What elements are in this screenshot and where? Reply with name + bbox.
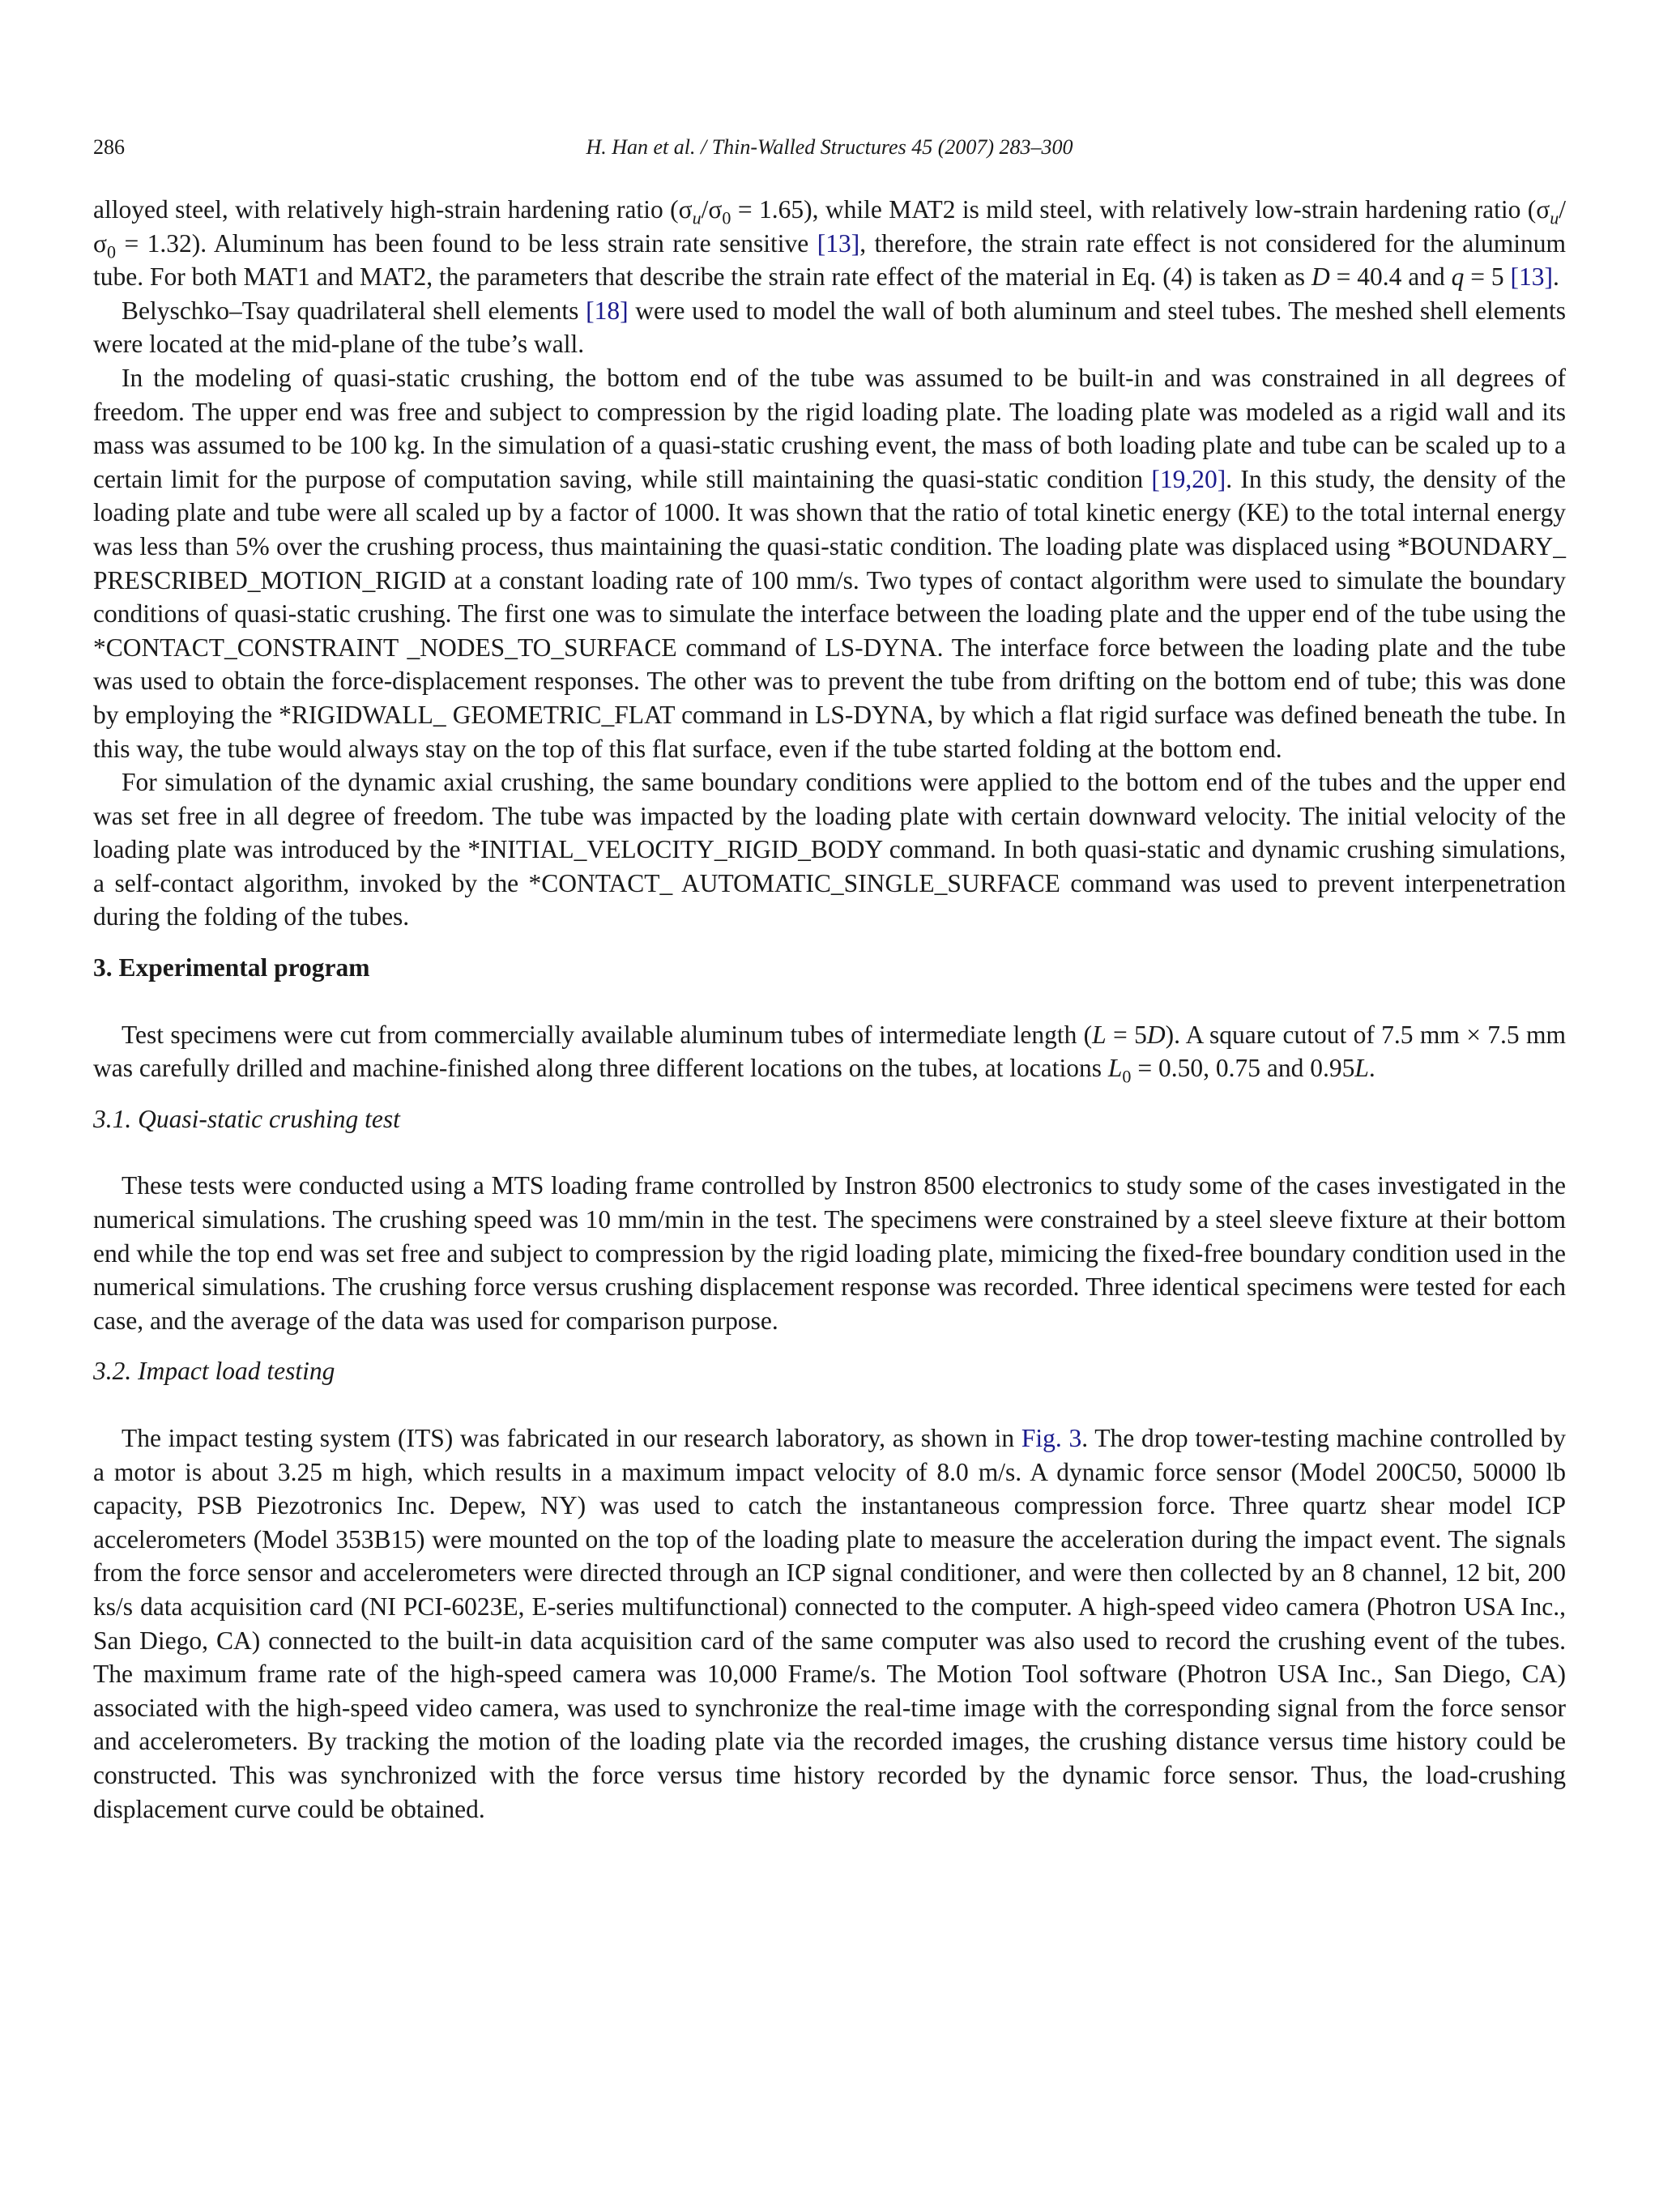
section-heading: 3. Experimental program — [93, 953, 370, 982]
citation-link[interactable]: [13] — [1510, 262, 1553, 292]
page-number: 286 — [93, 135, 125, 159]
paragraph-impact-testing: The impact testing system (ITS) was fabricated in our research laboratory, as shown in Fig. 3. The drop tower-testing machine controlled by a motor is about 3.25 m high, which results in a maximum impact velocity of 8.0 m/s. A dynamic force sensor (Model 200C50, 50000 lb capacity, PSB Piezotronics Inc. Depew, NY) was used to catch the instantaneous compression force. Three quartz shear model ICP accelerometers (Model 353B15) were mounted on the top of the loading plate to measure the acceleration during the impact event. The signals from the force sensor and accelerometers were directed through an ICP signal conditioner, and were then collected by an 8 channel, 12 bit, 200 ks/s data acquisition card (NI PCI-6023E, E-series multifunctional) connected to the computer. A high-speed video camera (Photron USA Inc., San Diego, CA) connected to the built-in data acquisition card of the same computer was also used to record the crushing event of the tubes. The maximum frame rate of the high-speed camera was 10,000 Frame/s. The Motion Tool software (Photron USA Inc., San Diego, CA) associated with the high-speed video camera, was used to synchronize the real-time image with the corresponding signal from the force sensor and accelerometers. By tracking the motion of the loading plate via the recorded images, the crushing distance versus time history could be constructed. This was synchronized with the force versus time history recorded by the dynamic force sensor. Thus, the load-crushing displacement curve could be obtained. — [93, 1424, 1566, 1823]
page-header — [93, 131, 1566, 164]
article-body — [93, 193, 1566, 1826]
citation-link[interactable]: [13] — [817, 228, 860, 258]
subsection-heading: 3.1. Quasi-static crushing test — [93, 1104, 400, 1133]
paragraph-test-specimens: Test specimens were cut from commercially available aluminum tubes of intermediate length (L = 5D). A square cutout of 7.5 mm × 7.5 mm was carefully drilled and machine-finished along three different locations on the tubes, at locations $L_0 = 0.50$, 0.75 and 0.95L. — [93, 1020, 1567, 1087]
running-head: H. Han et al. / Thin-Walled Structures 45 (2007) 283–300 — [586, 135, 1073, 159]
citation-link[interactable]: [18] — [586, 296, 629, 325]
citation-link[interactable]: [19,20] — [1151, 464, 1226, 493]
paragraph-material-params: alloyed steel, with relatively high-strain hardening ratio $(\sigma_u/\sigma_0 = 1.65)$, while MAT2 is mild steel, with relatively low-strain hardening ratio $(\sigma_u/\sigma_0 = 1.32)$. Aluminum has been found to be less strain rate sensitive [13], therefore, the strain rate effect is not considered for the aluminum tube. For both MAT1 and MAT2, the parameters that describe the strain rate effect of the material in Eq. (4) is taken as D = 40.4 and q = 5 [13]. — [93, 195, 1566, 292]
figure-link[interactable]: Fig. 3 — [1021, 1424, 1082, 1452]
subsection-heading: 3.2. Impact load testing — [93, 1357, 335, 1386]
paragraph-dynamic-crushing: For simulation of the dynamic axial crushing, the same boundary conditions were applied to the bottom end of the tubes and the upper end was set free in all degree of freedom. The tube was impacted by the loading plate with certain downward velocity. The initial velocity of the loading plate was introduced by the *INITIAL_VELOCITY_RIGID_BODY command. In both quasi-static and dynamic crushing simulations, a self-contact algorithm, invoked by the *CONTACT_ AUTOMATIC_SINGLE_SURFACE command was used to prevent interpenetration during the folding of the tubes. — [93, 768, 1566, 931]
paragraph-quasi-static-test: These tests were conducted using a MTS loading frame controlled by Instron 8500 electronics to study some of the cases investigated in the numerical simulations. The crushing speed was 10 mm/min in the test. The specimens were constrained by a steel sleeve fixture at their bottom end while the top end was set free and subject to compression by the rigid loading plate, mimicing the fixed-free boundary condition used in the numerical simulations. The crushing force versus crushing displacement response was recorded. Three identical specimens were tested for each case, and the average of the data was used for comparison purpose. — [93, 1171, 1566, 1335]
paragraph-quasi-static-modeling: In the modeling of quasi-static crushing, the bottom end of the tube was assumed to be built-in and was constrained in all degrees of freedom. The upper end was free and subject to compression by the rigid loading plate. The loading plate was modeled as a rigid wall and its mass was assumed to be 100 kg. In the simulation of a quasi-static crushing event, the mass of both loading plate and tube can be scaled up to a certain limit for the purpose of computation saving, while still maintaining the quasi-static condition [19,20]. In this study, the density of the loading plate and tube were all scaled up by a factor of 1000. It was shown that the ratio of total kinetic energy (KE) to the total internal energy was less than 5% over the crushing process, thus maintaining the quasi-static condition. The loading plate was displaced using *BOUNDARY_ PRESCRIBED_MOTION_RIGID at a constant loading rate of 100 mm/s. Two types of contact algorithm were used to simulate the boundary conditions of quasi-static crushing. The first one was to simulate the interface between the loading plate and the upper end of the tube using the *CONTACT_CONSTRAINT _NODES_TO_SURFACE command of LS-DYNA. The interface force between the loading plate and the tube was used to obtain the force-displacement responses. The other was to prevent the tube from drifting on the bottom end of tube; this was done by employing the *RIGIDWALL_ GEOMETRIC_FLAT command in LS-DYNA, by which a flat rigid surface was defined beneath the tube. In this way, the tube would always stay on the top of this flat surface, even if the tube started folding at the bottom end. — [93, 363, 1567, 763]
paragraph-shell-elements: Belyschko–Tsay quadrilateral shell elements [18] were used to model the wall of both aluminum and steel tubes. The meshed shell elements were located at the mid-plane of the tube’s wall. — [93, 296, 1566, 359]
